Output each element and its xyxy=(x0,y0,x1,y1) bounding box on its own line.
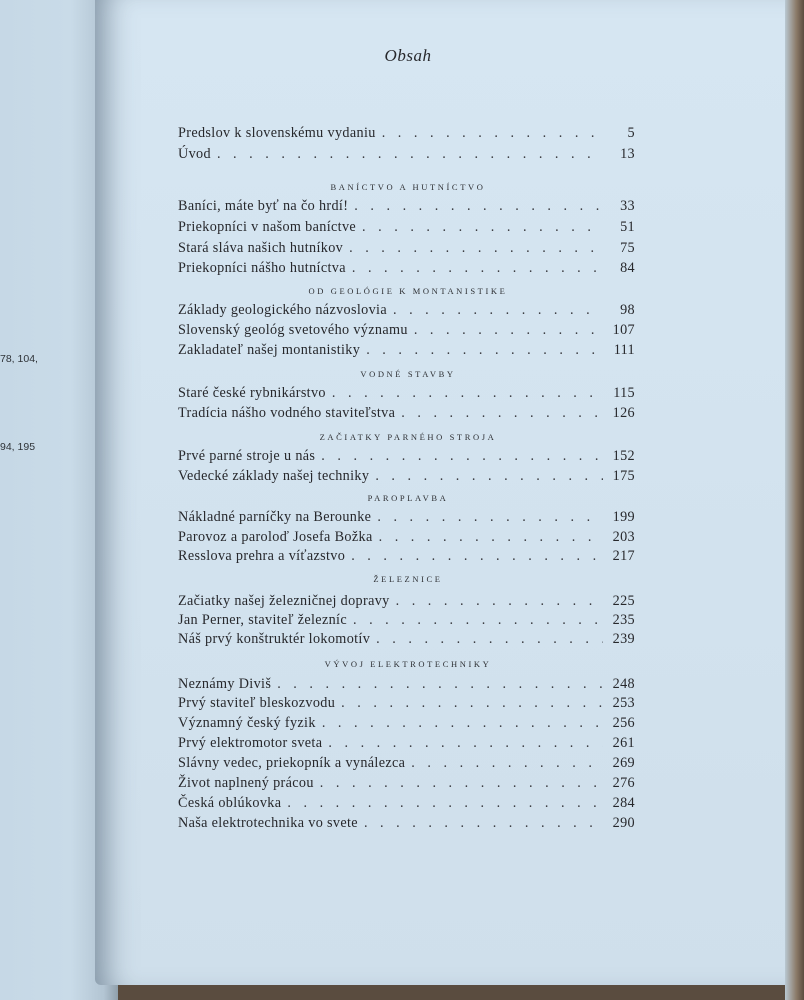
section-heading: PAROPLAVBA xyxy=(367,493,449,503)
toc-entry-page: 290 xyxy=(612,815,635,831)
toc-entry xyxy=(178,695,635,715)
toc-entry xyxy=(178,302,635,322)
leader-dots xyxy=(393,302,603,319)
toc-entry-title: Česká oblúkovka xyxy=(178,795,282,811)
section-heading: OD GEOLÓGIE K MONTANISTIKE xyxy=(308,286,508,296)
section-heading: ŽELEZNICE xyxy=(373,574,443,584)
leader-dots xyxy=(332,385,603,402)
leader-dots xyxy=(375,468,603,485)
leader-dots xyxy=(320,775,603,792)
toc-entry-page: 225 xyxy=(612,593,635,609)
toc-entry xyxy=(178,735,635,755)
toc-entry-page: 217 xyxy=(612,548,635,564)
leader-dots xyxy=(382,125,603,142)
toc-entry-title: Priekopníci v našom baníctve xyxy=(178,219,357,235)
toc-entry xyxy=(178,448,635,468)
leader-dots xyxy=(287,795,603,812)
toc-entry xyxy=(178,198,635,218)
left-page-fragment: 78, 104, xyxy=(0,353,38,365)
toc-entry-title: Slávny vedec, priekopník a vynálezca xyxy=(178,755,406,771)
toc-entry-title: Prvý elektromotor sveta xyxy=(178,735,323,751)
leader-dots xyxy=(322,715,603,732)
toc-entry xyxy=(178,676,635,696)
toc-entry-page: 107 xyxy=(612,322,635,338)
toc-entry-page: 175 xyxy=(612,468,635,484)
toc-entry-title: Úvod xyxy=(178,146,211,162)
toc-entry-page: 126 xyxy=(612,405,635,421)
toc-entry-page: 84 xyxy=(620,260,635,276)
section-heading: BANÍCTVO A HUTNÍCTVO xyxy=(330,182,486,192)
leader-dots xyxy=(328,735,603,752)
toc-entry xyxy=(178,529,635,549)
toc-entry-page: 284 xyxy=(612,795,635,811)
leader-dots xyxy=(414,322,603,339)
leader-dots xyxy=(401,405,603,422)
toc-entry-page: 33 xyxy=(620,198,635,214)
toc-entry xyxy=(178,509,635,529)
toc-entry-page: 111 xyxy=(613,342,635,358)
toc-entry xyxy=(178,405,635,425)
toc-entry-title: Náš prvý konštruktér lokomotív xyxy=(178,631,371,647)
toc-entry xyxy=(178,385,635,405)
leader-dots xyxy=(277,676,603,693)
toc-entry xyxy=(178,548,635,568)
page-edge xyxy=(785,0,804,1000)
page-title: Obsah xyxy=(384,46,432,65)
toc-entry-page: 98 xyxy=(620,302,635,318)
toc-entry-title: Základy geologického názvoslovia xyxy=(178,302,387,318)
section-heading: ZAČIATKY PARNÉHO STROJA xyxy=(319,432,497,442)
toc-entry xyxy=(178,593,635,613)
toc-entry xyxy=(178,219,635,239)
toc-entry-page: 253 xyxy=(612,695,635,711)
toc-entry xyxy=(178,322,635,342)
section-heading: VÝVOJ ELEKTROTECHNIKY xyxy=(324,659,492,669)
leader-dots xyxy=(217,146,603,163)
toc-entry-title: Prvý staviteľ bleskozvodu xyxy=(178,695,336,711)
left-page-fragment: 94, 195 xyxy=(0,441,36,453)
toc-entry xyxy=(178,631,635,651)
toc-entry-page: 5 xyxy=(627,125,635,141)
toc-entry xyxy=(178,468,635,488)
toc-entry-title: Vedecké základy našej techniky xyxy=(178,468,370,484)
toc-entry-page: 269 xyxy=(612,755,635,771)
toc-entry-title: Začiatky našej železničnej dopravy xyxy=(178,593,390,609)
leader-dots xyxy=(364,815,603,832)
toc-entry-page: 261 xyxy=(612,735,635,751)
toc-entry xyxy=(178,260,635,280)
toc-entry-page: 75 xyxy=(620,240,635,256)
toc-entry-page: 276 xyxy=(612,775,635,791)
toc-entry-title: Jan Perner, staviteľ železníc xyxy=(178,612,347,628)
toc-entry-title: Prvé parné stroje u nás xyxy=(178,448,316,464)
toc-entry xyxy=(178,715,635,735)
toc-entry-title: Neznámy Diviš xyxy=(178,676,272,692)
toc-entry xyxy=(178,146,635,166)
leader-dots xyxy=(411,755,603,772)
leader-dots xyxy=(352,260,603,277)
toc-entry-title: Predslov k slovenskému vydaniu xyxy=(178,125,376,141)
toc-entry-page: 199 xyxy=(612,509,635,525)
toc-entry xyxy=(178,795,635,815)
leader-dots xyxy=(396,593,603,610)
toc-entry xyxy=(178,240,635,260)
leader-dots xyxy=(366,342,603,359)
toc-entry-title: Parovoz a paroloď Josefa Božka xyxy=(178,529,373,545)
toc-entry-page: 115 xyxy=(613,385,635,401)
toc-entry xyxy=(178,815,635,835)
leader-dots xyxy=(377,509,603,526)
toc-entry-title: Nákladné parníčky na Berounke xyxy=(178,509,372,525)
leader-dots xyxy=(341,695,603,712)
toc-entry-title: Naša elektrotechnika vo svete xyxy=(178,815,358,831)
leader-dots xyxy=(379,529,603,546)
toc-entry-page: 239 xyxy=(612,631,635,647)
toc-entry xyxy=(178,775,635,795)
toc-entry-title: Život naplnený prácou xyxy=(178,775,314,791)
toc-entry xyxy=(178,612,635,632)
leader-dots xyxy=(353,612,603,629)
toc-entry-title: Priekopníci nášho hutníctva xyxy=(178,260,346,276)
toc-entry-title: Baníci, máte byť na čo hrdí! xyxy=(178,198,349,214)
toc-entry-page: 203 xyxy=(612,529,635,545)
toc-entry-page: 235 xyxy=(612,612,635,628)
toc-entry-title: Staré české rybnikárstvo xyxy=(178,385,326,401)
leader-dots xyxy=(351,548,603,565)
toc-entry-title: Tradícia nášho vodného staviteľstva xyxy=(178,405,396,421)
toc-entry xyxy=(178,342,635,362)
toc-entry-title: Resslova prehra a víťazstvo xyxy=(178,548,346,564)
toc-entry xyxy=(178,125,635,145)
toc-entry-page: 152 xyxy=(612,448,635,464)
toc-entry-page: 248 xyxy=(612,676,635,692)
leader-dots xyxy=(354,198,603,215)
leader-dots xyxy=(362,219,603,236)
toc-entry-title: Slovenský geológ svetového významu xyxy=(178,322,408,338)
leader-dots xyxy=(349,240,603,257)
toc-entry-page: 51 xyxy=(620,219,635,235)
leader-dots xyxy=(321,448,603,465)
toc-entry-page: 13 xyxy=(620,146,635,162)
toc-entry-title: Významný český fyzik xyxy=(178,715,316,731)
toc-entry-title: Zakladateľ našej montanistiky xyxy=(178,342,361,358)
toc-entry-page: 256 xyxy=(612,715,635,731)
leader-dots xyxy=(376,631,603,648)
toc-entry xyxy=(178,755,635,775)
toc-entry-title: Stará sláva našich hutníkov xyxy=(178,240,344,256)
section-heading: VODNÉ STAVBY xyxy=(360,369,456,379)
